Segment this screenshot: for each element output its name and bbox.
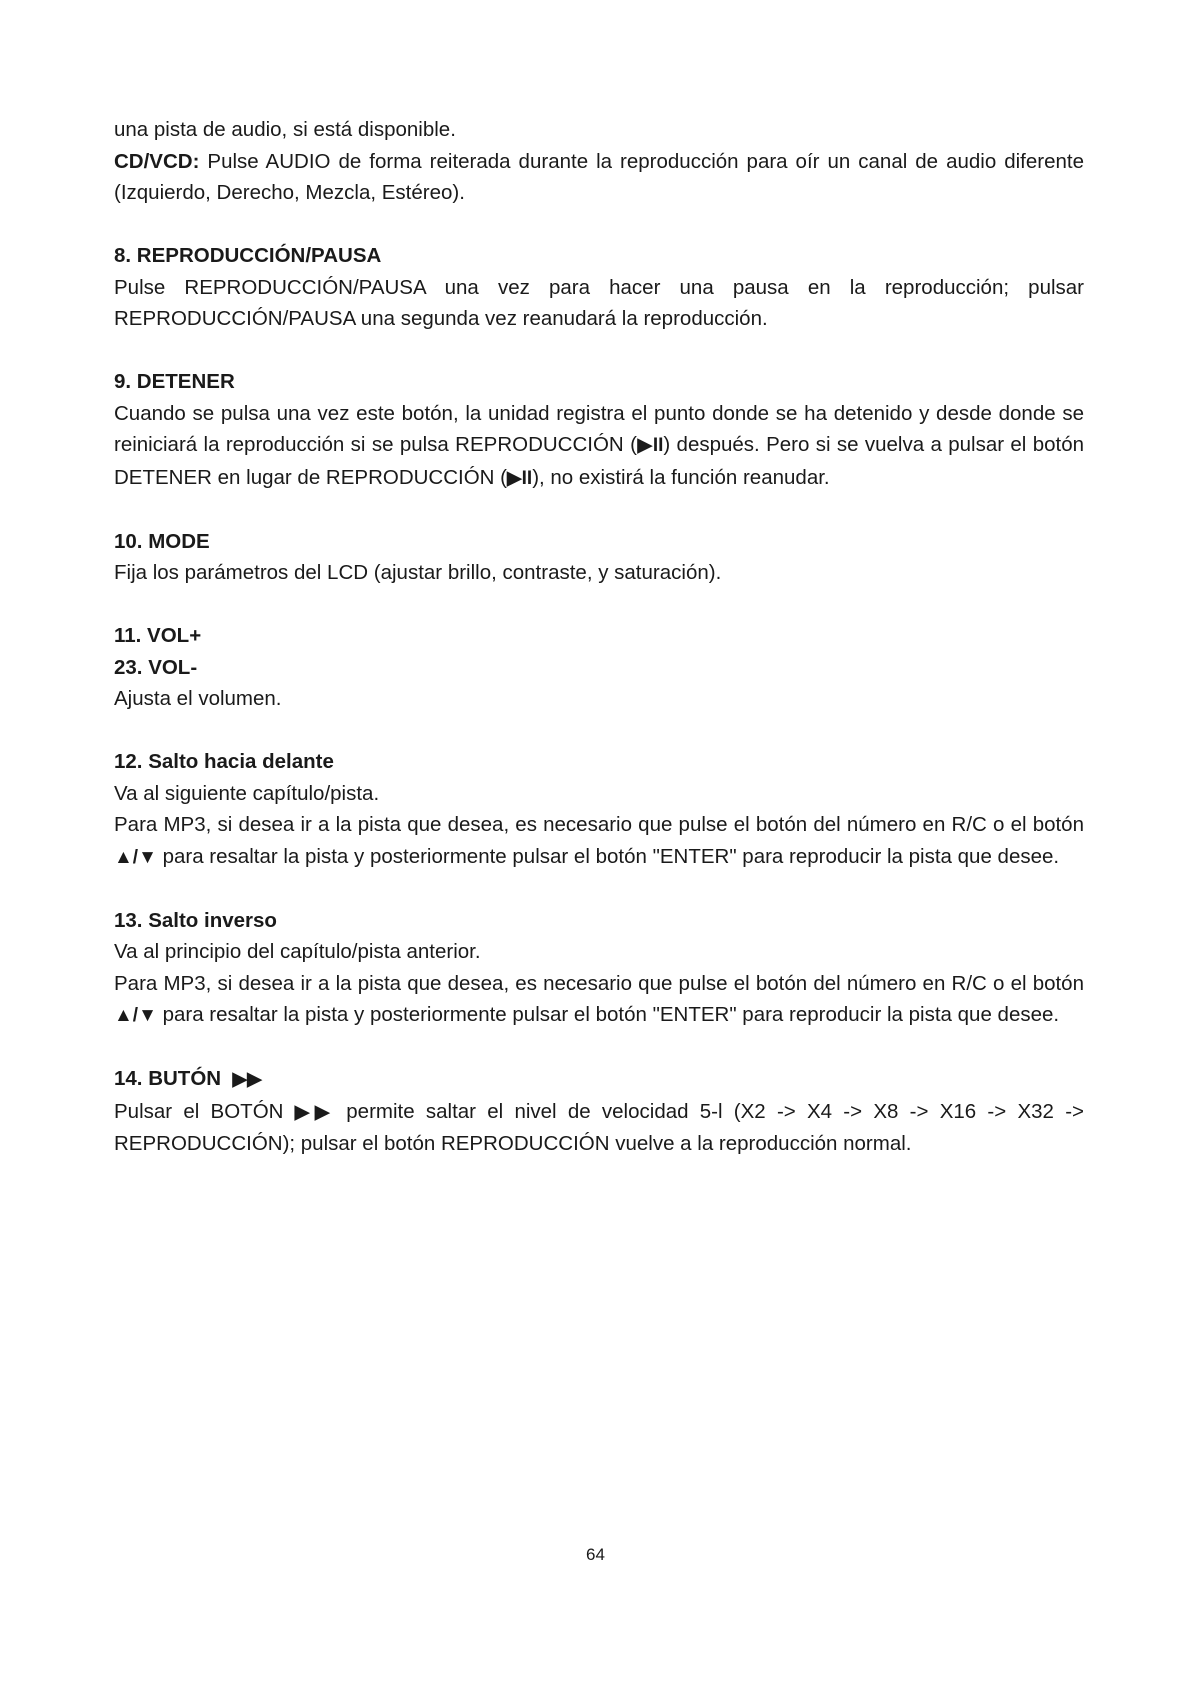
- section-heading-vol-minus: 23. VOL-: [114, 655, 198, 679]
- section-body-play-pause: Pulse REPRODUCCIÓN/PAUSA una vez para hacer una pausa en la reproducción; pulsar REPRODUCCIÓN/PAUSA una segunda vez reanudará la reproducción.: [114, 275, 1084, 330]
- audio-track-line: una pista de audio, si está disponible.: [114, 118, 456, 141]
- section-heading-skip-forward: 12. Salto hacia delante: [114, 750, 334, 773]
- play-pause-icon: ▶II: [507, 467, 533, 489]
- section-heading-skip-back: 13. Salto inverso: [114, 908, 277, 932]
- manual-page-content: [114, 114, 1084, 1160]
- cdvcd-paragraph: [114, 146, 1084, 209]
- section-heading-fast-forward: [114, 1063, 1084, 1096]
- section-body-volume: Ajusta el volumen.: [114, 687, 282, 710]
- skip-back-text-a: Para MP3, si desea ir a la pista que desea, es necesario que pulse el botón del número en R/C o el botón: [114, 971, 1084, 995]
- fast-forward-text-a: Pulsar el BOTÓN: [114, 1099, 295, 1123]
- up-down-arrows-icon: ▲/▼: [114, 1005, 157, 1026]
- stop-text-b: ) después. Pero si se vuelva a pulsar el botón DETENER en lugar de REPRODUCCIÓN (: [114, 433, 1084, 489]
- stop-text-a: Cuando se pulsa una vez este botón, la unidad registra el punto donde se ha detenido y desde donde se reiniciará la reproducción si se pulsa REPRODUCCIÓN (: [114, 401, 1084, 456]
- page-number: 64: [586, 1545, 605, 1564]
- fast-forward-text-b: permite saltar el nivel de velocidad 5-l (X2 -> X4 -> X8 -> X16 -> X32 -> REPRODUCCIÓN); pulsar el botón REPRODUCCIÓN vuelve a la reproducción normal.: [114, 1099, 1084, 1155]
- section-body-skip-back: [114, 968, 1084, 1032]
- stop-text-c: ), no existirá la función reanudar.: [532, 465, 830, 489]
- section-body-mode: Fija los parámetros del LCD (ajustar brillo, contraste, y saturación).: [114, 561, 722, 584]
- section-line-skip-forward: Va al siguiente capítulo/pista.: [114, 781, 380, 805]
- skip-forward-text-b: para resaltar la pista y posteriormente pulsar el botón "ENTER" para reproducir la pista que desee.: [156, 844, 1060, 868]
- section-heading-vol-plus: 11. VOL+: [114, 624, 202, 647]
- skip-forward-text-a: Para MP3, si desea ir a la pista que desea, es necesario que pulse el botón del número en R/C o el botón: [114, 813, 1084, 836]
- cdvcd-label: CD/VCD:: [114, 149, 200, 173]
- play-pause-icon: ▶II: [636, 435, 664, 456]
- section-heading-stop: 9. DETENER: [114, 370, 235, 393]
- section-heading-play-pause: 8. REPRODUCCIÓN/PAUSA: [114, 244, 382, 267]
- fast-forward-title: 14. BUTÓN: [114, 1067, 222, 1090]
- fast-forward-icon: ▶▶: [294, 1101, 336, 1123]
- up-down-arrows-icon: ▲/▼: [114, 846, 157, 868]
- section-body-stop: [114, 398, 1084, 495]
- section-line-skip-back: Va al principio del capítulo/pista anterior.: [114, 940, 481, 963]
- cdvcd-text: Pulse AUDIO de forma reiterada durante la reproducción para oír un canal de audio diferente (Izquierdo, Derecho, Mezcla, Estéreo).: [114, 149, 1084, 204]
- section-body-fast-forward: [114, 1096, 1084, 1160]
- fast-forward-icon: ▶▶: [232, 1069, 262, 1090]
- section-body-skip-forward: [114, 809, 1084, 873]
- skip-back-text-b: para resaltar la pista y posteriormente pulsar el botón "ENTER" para reproducir la pista que desee.: [156, 1003, 1060, 1026]
- section-heading-mode: 10. MODE: [114, 529, 210, 553]
